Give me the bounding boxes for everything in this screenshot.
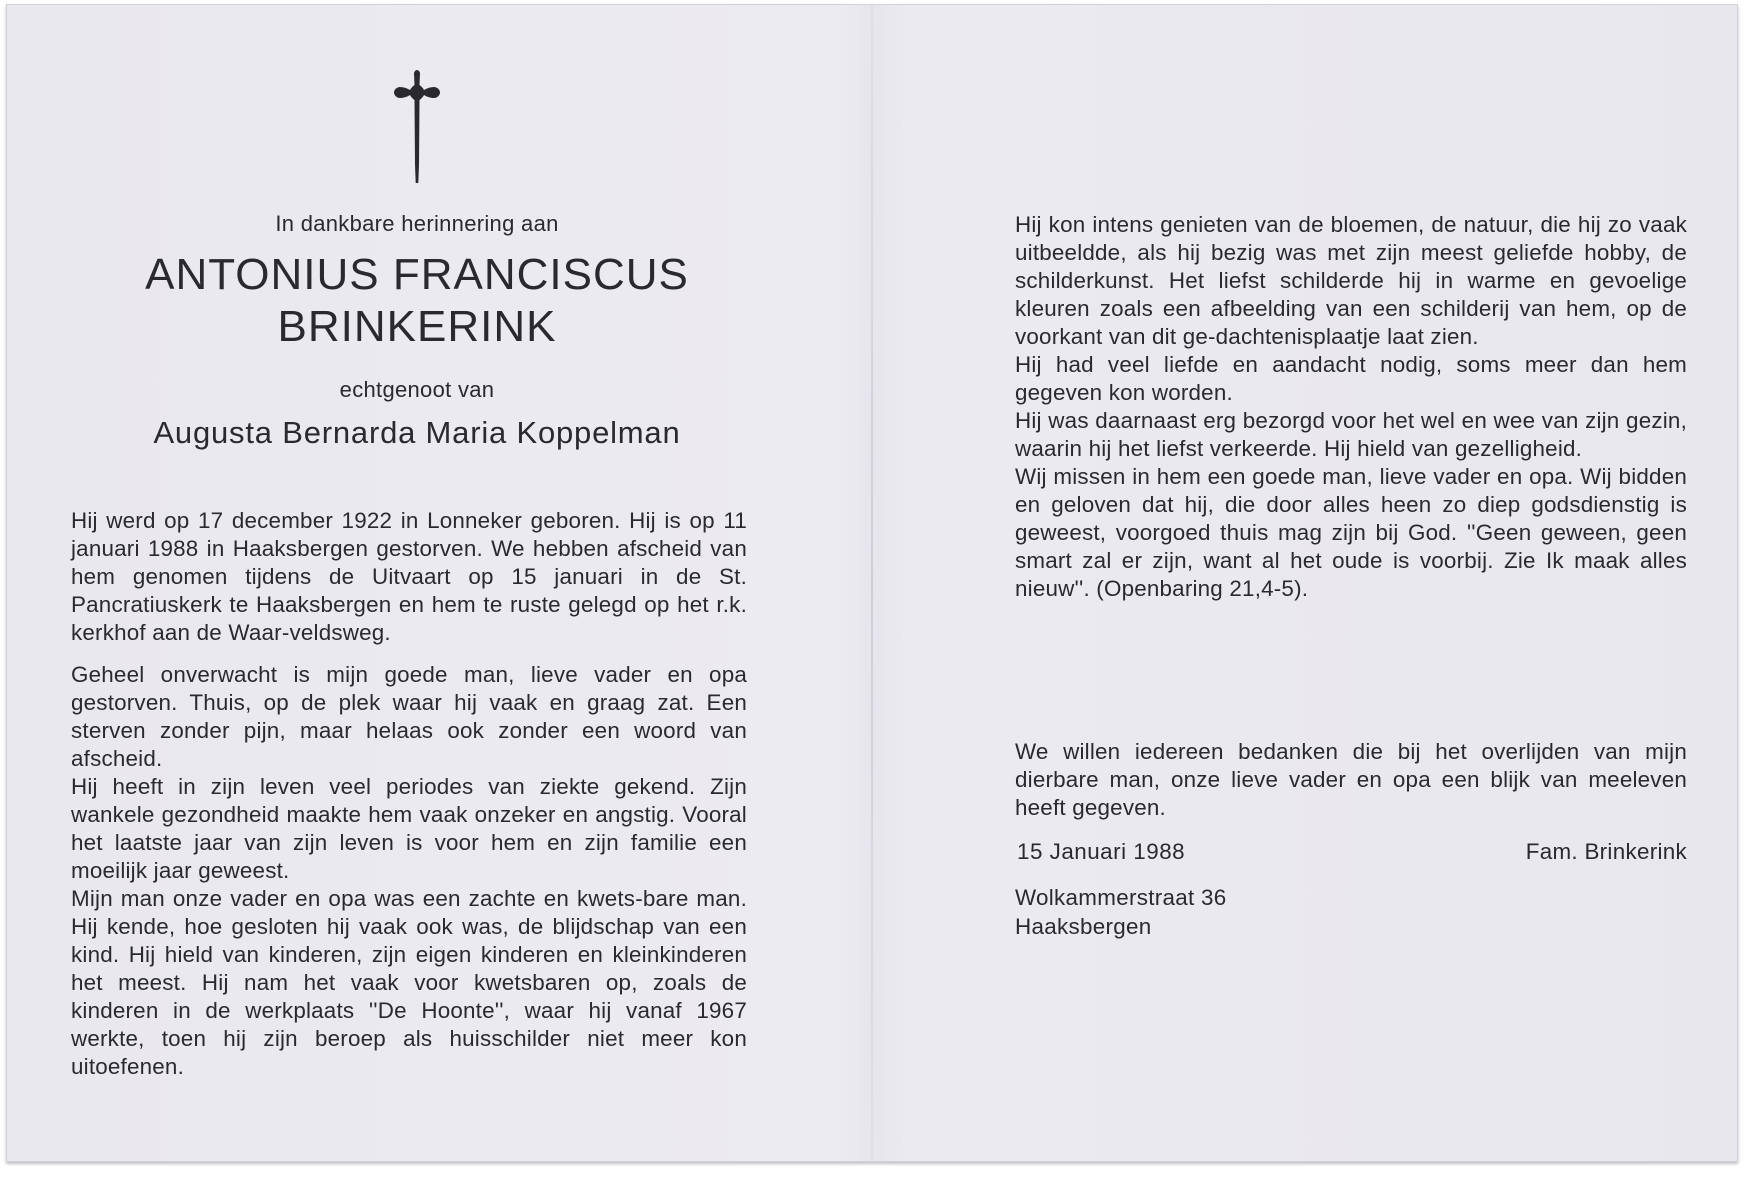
latin-cross-icon — [387, 65, 447, 190]
biography-paragraph: Hij was daarnaast erg bezorgd voor het wel en wee van zijn gezin, waarin hij het liefst verkeerde. Hij hield van gezelligheid. — [1015, 408, 1687, 461]
biography-paragraph: Hij werd op 17 december 1922 in Lonneker geboren. Hij is op 11 januari 1988 in Haaksbergen gestorven. We hebben afscheid van hem genomen tijdens de Uitvaart op 15 januari in de St. Pancratiuskerk te Haaksbergen en hem te ruste gelegd op het r.k. kerkhof aan de Waar-veldsweg. — [71, 508, 747, 645]
address-city: Haaksbergen — [1015, 914, 1152, 939]
biography-paragraph: Geheel onverwacht is mijn goede man, lieve vader en opa gestorven. Thuis, op de plek waar hij vaak en graag zat. Een sterven zonder pijn, maar helaas ook zonder een woord van afscheid. — [71, 662, 747, 771]
spouse-name: Augusta Bernarda Maria Koppelman — [153, 415, 681, 450]
right-page — [873, 5, 1737, 1161]
address-street: Wolkammerstraat 36 — [1015, 885, 1227, 910]
deceased-name — [67, 249, 767, 353]
deceased-name-line2: BRINKERINK — [277, 302, 557, 351]
deceased-name-line1: ANTONIUS FRANCISCUS — [145, 250, 689, 299]
family-address — [1015, 883, 1227, 941]
spouse-label: echtgenoot van — [339, 377, 495, 402]
intro-text: In dankbare herinnering aan — [275, 211, 559, 236]
memorial-card — [6, 4, 1738, 1162]
biography-paragraph: Hij had veel liefde en aandacht nodig, soms meer dan hem gegeven kon worden. — [1015, 352, 1687, 405]
biography-paragraph: Hij heeft in zijn leven veel periodes van ziekte gekend. Zijn wankele gezondheid maakte hem vaak onzeker en angstig. Vooral het laatste jaar van zijn leven is voor hem en zijn familie een moeilijk jaar geweest. — [71, 774, 747, 883]
left-page — [7, 5, 871, 1161]
left-biography — [71, 507, 747, 1081]
biography-paragraph: Hij kon intens genieten van de bloemen, de natuur, die hij zo vaak uitbeeldde, als hij bezig was met zijn meest geliefde hobby, de schilderkunst. Het liefst schilderde hij in warme en gevoelige kleuren zoals een afbeelding van een schilderij van hem, op de voorkant van dit ge-dachtenisplaatje laat zien. — [1015, 212, 1687, 349]
family-signature: Fam. Brinkerink — [1525, 839, 1687, 864]
right-biography — [1015, 211, 1687, 603]
card-date: 15 Januari 1988 — [1017, 839, 1186, 864]
thanks-text: We willen iedereen bedanken die bij het overlijden van mijn dierbare man, onze lieve vader en opa een blijk van meeleven heeft gegeven. — [1015, 739, 1687, 820]
biography-paragraph: Wij missen in hem een goede man, lieve vader en opa. Wij bidden en geloven dat hij, die door alles heen zo diep godsdienstig is geweest, voorgoed thuis mag zijn bij God. ''Geen geween, geen smart zal er zijn, want al het oude is voorbij. Zie Ik maak alles nieuw''. (Openbaring 21,4-5). — [1015, 464, 1687, 601]
biography-paragraph: Mijn man onze vader en opa was een zachte en kwets-bare man. Hij kende, hoe gesloten hij vaak ook was, de blijdschap van een kind. Hij hield van kinderen, zijn eigen kinderen en kleinkinderen het meest. Hij nam het vaak voor kwetsbaren op, zoals de kinderen in de werkplaats ''De Hoonte'', waar hij vanaf 1967 werkte, toen hij zijn beroep als huisschilder niet meer kon uitoefenen. — [71, 886, 747, 1079]
